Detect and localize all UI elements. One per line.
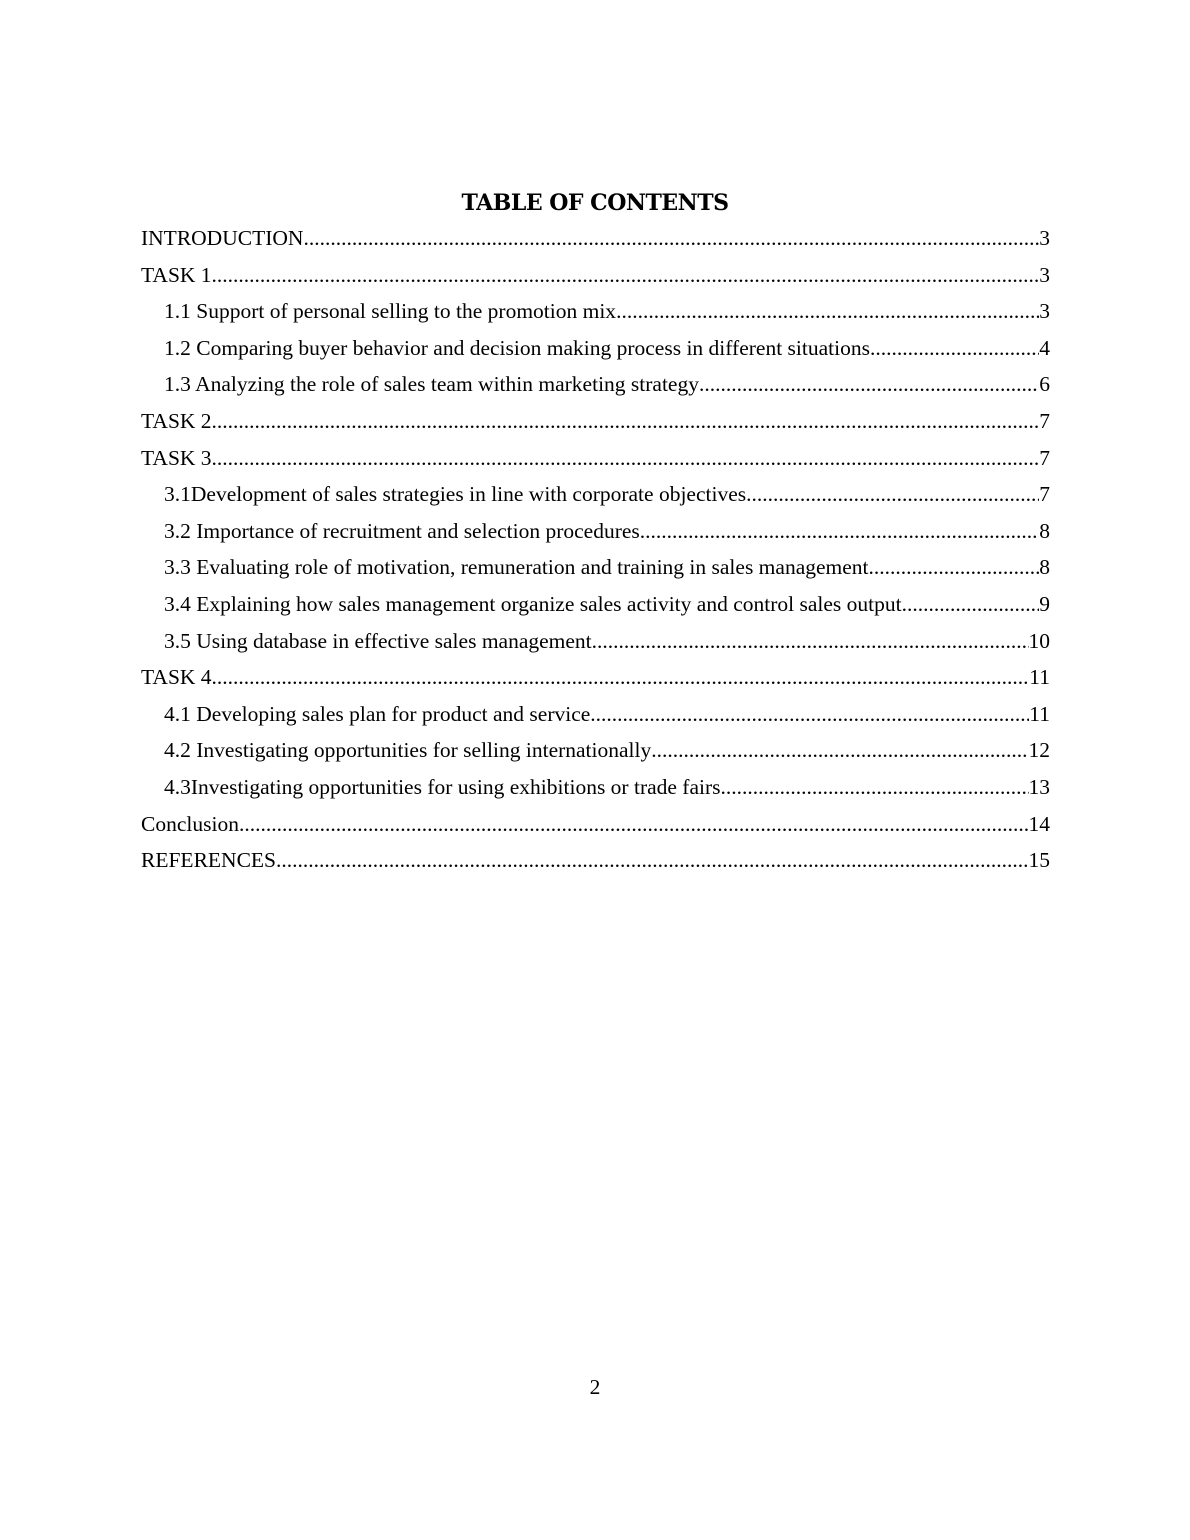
toc-entry[interactable]	[141, 659, 1050, 696]
toc-title: TABLE OF CONTENTS	[461, 190, 729, 216]
toc-entry[interactable]	[141, 732, 1050, 769]
toc-entry-page: 7	[1039, 445, 1050, 470]
toc-entry-page: 13	[1028, 774, 1050, 799]
toc-entry-label: TASK 1	[141, 262, 212, 287]
toc-entry-label: 4.1 Developing sales plan for product and service	[164, 701, 591, 726]
toc-entry[interactable]	[141, 513, 1050, 550]
toc-entry-label: 1.1 Support of personal selling to the promotion mix	[164, 299, 617, 324]
toc-entry-label: 3.2 Importance of recruitment and selection procedures	[164, 518, 640, 543]
toc-entry[interactable]	[141, 586, 1050, 623]
toc-entry-page: 10	[1028, 628, 1050, 653]
toc-entry[interactable]	[141, 257, 1050, 294]
toc-dot-leader	[212, 440, 1040, 476]
toc-entry-page: 8	[1039, 518, 1050, 543]
toc-entry-page: 12	[1028, 738, 1050, 763]
toc-entry-label: TASK 4	[141, 665, 212, 690]
toc-entry[interactable]	[141, 696, 1050, 733]
toc-entry[interactable]	[141, 366, 1050, 403]
toc-entry-label: 4.2 Investigating opportunities for selling internationally	[164, 738, 652, 763]
toc-entry[interactable]	[141, 769, 1050, 806]
toc-entry-page: 4	[1039, 335, 1050, 360]
toc-entry-page: 11	[1029, 665, 1050, 690]
toc-entry[interactable]	[141, 842, 1050, 879]
toc-entry-page: 7	[1039, 482, 1050, 507]
toc-dot-leader	[212, 659, 1030, 695]
toc-entry[interactable]	[141, 623, 1050, 660]
toc-dot-leader	[276, 842, 1029, 878]
toc-entry-label: TASK 2	[141, 408, 212, 433]
toc-entry-label: 3.4 Explaining how sales management organize sales activity and control sales output	[164, 591, 902, 616]
toc-entry-label: 3.5 Using database in effective sales management	[164, 628, 592, 653]
toc-entry[interactable]	[141, 549, 1050, 586]
toc-entry-label: Conclusion	[141, 811, 239, 836]
toc-entry-page: 3	[1039, 299, 1050, 324]
toc-entry[interactable]	[141, 403, 1050, 440]
toc-entry-label: INTRODUCTION	[141, 226, 304, 250]
toc-entry-page: 3	[1039, 262, 1050, 287]
toc-entry[interactable]	[141, 806, 1050, 843]
toc-dot-leader	[721, 769, 1029, 805]
toc-dot-leader	[592, 623, 1029, 659]
toc-entry[interactable]	[141, 220, 1050, 257]
toc-dot-leader	[212, 257, 1040, 293]
toc-entry-page: 15	[1028, 848, 1050, 873]
toc-list	[141, 220, 1050, 879]
toc-entry-page: 6	[1039, 372, 1050, 397]
toc-dot-leader	[651, 732, 1028, 768]
toc-dot-leader	[239, 806, 1029, 842]
toc-entry[interactable]	[141, 440, 1050, 477]
toc-entry-page: 7	[1039, 408, 1050, 433]
toc-entry[interactable]	[141, 330, 1050, 367]
toc-entry-label: TASK 3	[141, 445, 212, 470]
toc-entry[interactable]	[141, 293, 1050, 330]
toc-dot-leader	[616, 293, 1039, 329]
toc-dot-leader	[902, 586, 1040, 622]
toc-entry-page: 14	[1028, 811, 1050, 836]
page-number: 2	[589, 1375, 601, 1399]
toc-dot-leader	[212, 403, 1040, 439]
toc-dot-leader	[303, 220, 1039, 256]
toc-entry-page: 9	[1039, 591, 1050, 616]
toc-entry-label: 3.1Development of sales strategies in line with corporate objectives	[164, 482, 747, 507]
toc-entry[interactable]	[141, 476, 1050, 513]
toc-dot-leader	[640, 513, 1039, 549]
toc-dot-leader	[699, 366, 1039, 402]
toc-dot-leader	[870, 330, 1039, 366]
toc-entry-label: 1.2 Comparing buyer behavior and decision making process in different situations	[164, 335, 870, 360]
toc-entry-page: 11	[1029, 701, 1050, 726]
toc-entry-page: 8	[1039, 555, 1050, 580]
toc-entry-label: 4.3Investigating opportunities for using exhibitions or trade fairs	[164, 774, 721, 799]
toc-dot-leader	[869, 549, 1040, 585]
toc-entry-page: 3	[1039, 226, 1050, 250]
toc-entry-label: 3.3 Evaluating role of motivation, remuneration and training in sales management	[164, 555, 869, 580]
toc-dot-leader	[746, 476, 1039, 512]
toc-entry-label: 1.3 Analyzing the role of sales team within marketing strategy	[164, 372, 699, 397]
toc-dot-leader	[590, 696, 1029, 732]
toc-entry-label: REFERENCES	[141, 848, 276, 873]
